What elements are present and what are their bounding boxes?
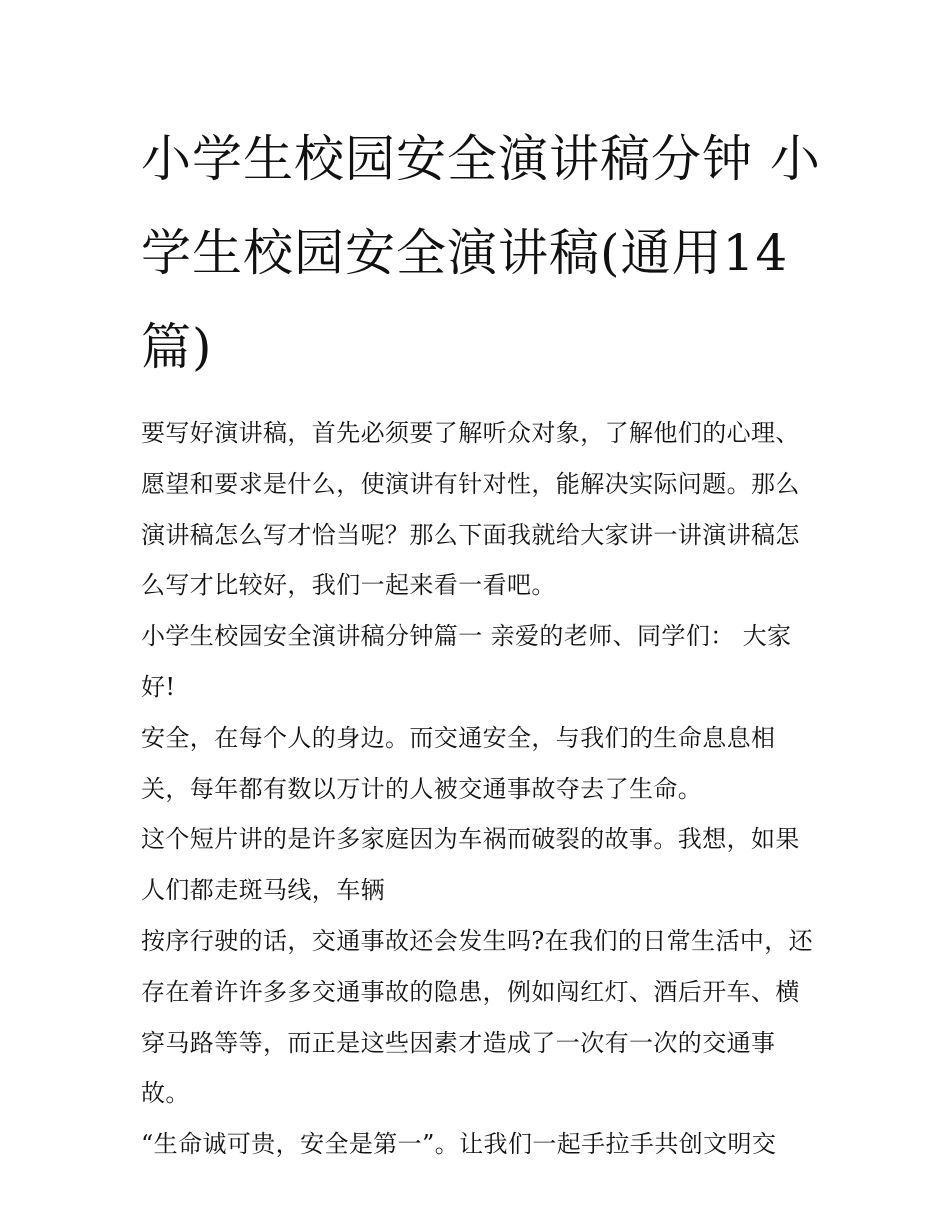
paragraph-safety: 安全，在每个人的身边。而交通安全，与我们的生命息息相关，每年都有数以万计的人被交通事故夺去了生命。 [141,723,776,803]
paragraph-slogan: “生命诚可贵，安全是第一”。让我们一起手拉手共创文明交 [141,1130,777,1159]
paragraph-greeting: 小学生校园安全演讲稿分钟篇一 亲爱的老师、同学们： 大家好! [141,622,792,701]
paragraph-hazards: 按序行驶的话，交通事故还会发生吗?在我们的日常生活中，还存在着许许多多交通事故的隐患，例如闯红灯、酒后开车、横穿马路等等，而正是这些因素才造成了一次有一次的交通事故。 [141,926,814,1108]
document-page [141,112,821,1170]
document-title: 小学生校园安全演讲稿分钟 小学生校园安全演讲稿(通用14篇) [141,130,821,376]
paragraph-intro: 要写好演讲稿，首先必须要了解听众对象，了解他们的心理、愿望和要求是什么，使演讲有针对性，能解决实际问题。那么演讲稿怎么写才恰当呢？那么下面我就给大家讲一讲演讲稿怎么写才比较好，我们一起来看一看吧。 [141,419,800,600]
paragraph-film: 这个短片讲的是许多家庭因为车祸而破裂的故事。我想，如果人们都走斑马线，车辆 [141,825,800,905]
